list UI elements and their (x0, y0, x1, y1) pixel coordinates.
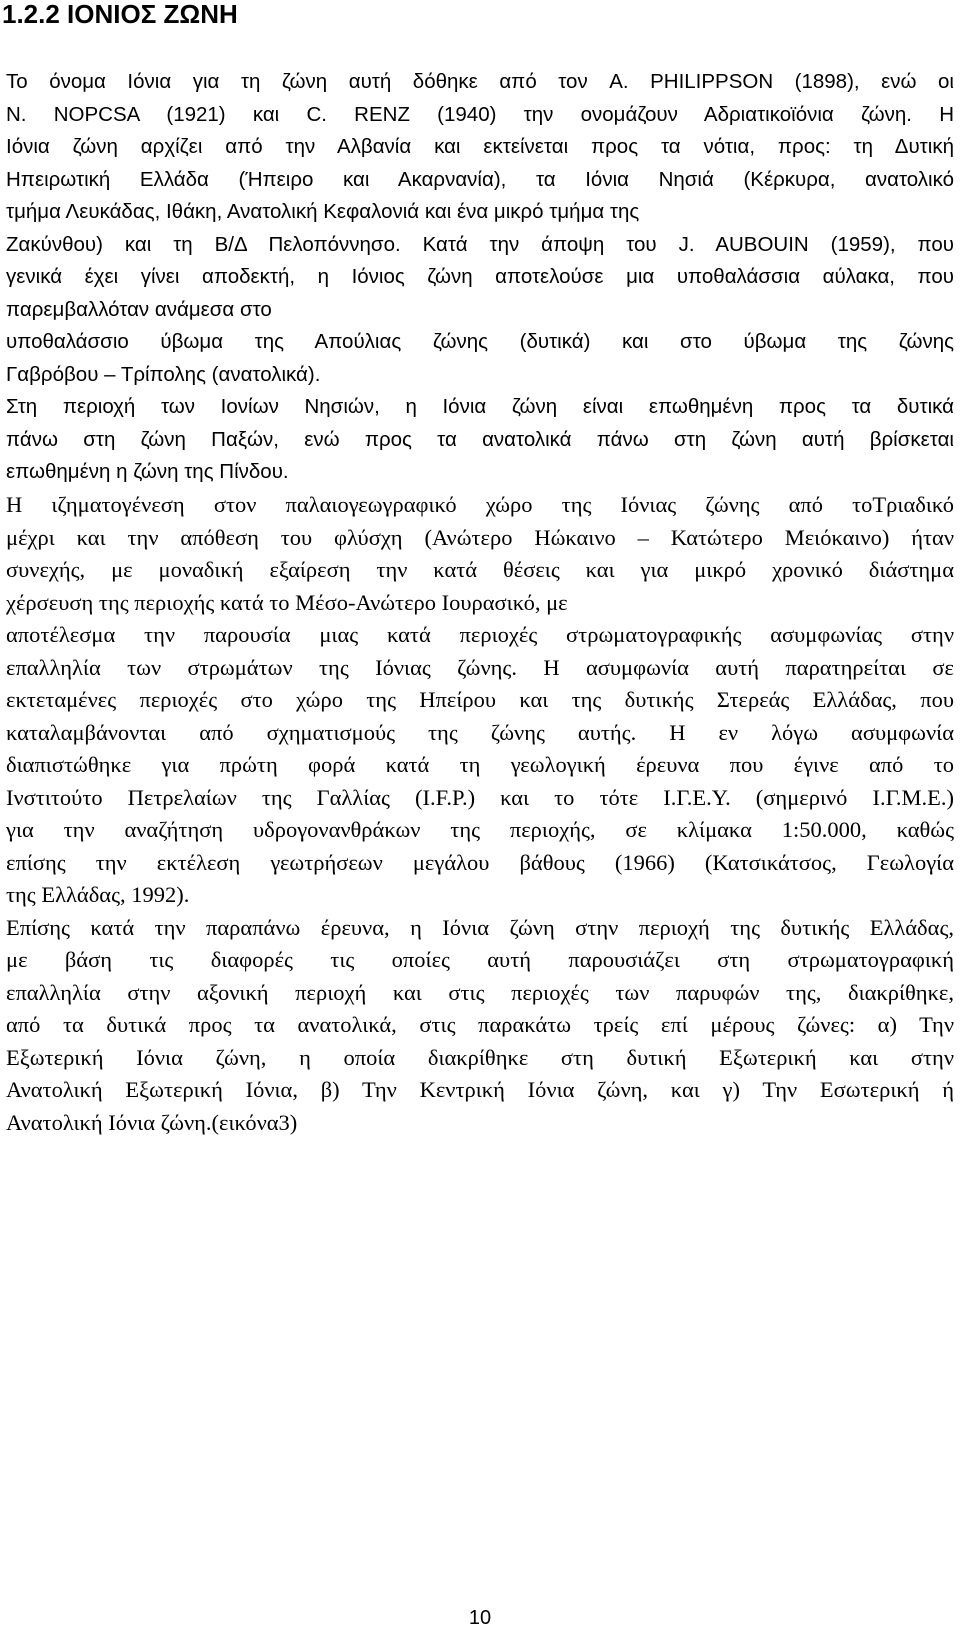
text-line: επωθημένη η ζώνη της Πίνδου. (6, 460, 289, 483)
text-line: Γαβρόβου – Τρίπολης (ανατολικά). (6, 362, 321, 386)
text-line: για την αναζήτηση υδρογονανθράκων της περιοχής, σε κλίμακα 1:50.000, καθώς (6, 817, 954, 842)
text-line: Ανατολική Εξωτερική Ιόνια, β) Την Κεντρική Ιόνια ζώνη, και γ) Την Εσωτερική ή (6, 1077, 954, 1102)
text-line: Ηπειρωτική Ελλάδα (Ήπειρο και Ακαρνανία), τα Ιόνια Νησιά (Κέρκυρα, ανατολικό (6, 167, 954, 191)
text-line: γενικά έχει γίνει αποδεκτή, η Ιόνιος ζώνη αποτελούσε μια υποθαλάσσια αύλακα, που (6, 265, 954, 288)
text-line: Ανατολική Ιόνια ζώνη.(εικόνα3) (6, 1109, 298, 1135)
text-line: επαλληλία των στρωμάτων της Ιόνιας ζώνης. Η ασυμφωνία αυτή παρατηρείται σε (6, 654, 954, 680)
text-line: Ιόνια ζώνη αρχίζει από την Αλβανία και εκτείνεται προς τα νότια, προς: τη Δυτική (6, 135, 954, 158)
text-line: της Ελλάδας, 1992). (6, 882, 190, 907)
text-line: Ζακύνθου) και τη Β/Δ Πελοπόννησο. Κατά την άποψη του J. AUBOUIN (1959), που (6, 232, 954, 256)
text-line: εκτεταμένες περιοχές στο χώρο της Ηπείρου και της δυτικής Στερεάς Ελλάδας, που (6, 687, 954, 712)
text-line: από τα δυτικά προς τα ανατολικά, στις παρακάτω τρείς επί μέρους ζώνες: α) Την (6, 1012, 954, 1037)
text-line: πάνω στη ζώνη Παξών, ενώ προς τα ανατολικά πάνω στη ζώνη αυτή βρίσκεται (6, 427, 954, 451)
text-line: Εξωτερική Ιόνια ζώνη, η οποία διακρίθηκε στη δυτική Εξωτερική και στην (6, 1044, 954, 1070)
text-line: μέχρι και την απόθεση του φλύσχη (Ανώτερο Ηώκαινο – Κατώτερο Μειόκαινο) ήταν (6, 524, 954, 550)
text-line: χέρσευση της περιοχής κατά το Μέσο-Ανώτερο Ιουρασικό, με (6, 589, 568, 615)
text-line: συνεχής, με μοναδική εξαίρεση την κατά θέσεις και για μικρό χρονικό διάστημα (6, 557, 954, 582)
paragraph-block-sedimentation (6, 489, 954, 1139)
text-line: επίσης την εκτέλεση γεωτρήσεων μεγάλου βάθους (1966) (Κατσικάτσος, Γεωλογία (6, 849, 954, 875)
text-line: υποθαλάσσιο ύβωμα της Απούλιας ζώνης (δυτικά) και στο ύβωμα της ζώνης (6, 330, 954, 353)
text-line: καταλαμβάνονται από σχηματισμούς της ζώνης αυτής. Η εν λόγω ασυμφωνία (6, 719, 954, 745)
text-line: Το όνομα Ιόνια για τη ζώνη αυτή δόθηκε από τον A. PHILIPPSON (1898), ενώ οι (6, 70, 954, 93)
text-line: διαπιστώθηκε για πρώτη φορά κατά τη γεωλογική έρευνα που έγινε από το (6, 752, 954, 777)
text-line: Επίσης κατά την παραπάνω έρευνα, η Ιόνια ζώνη στην περιοχή της δυτικής Ελλάδας, (6, 914, 954, 940)
paragraph-block-intro (6, 66, 954, 489)
text-line: Στη περιοχή των Ιονίων Νησιών, η Ιόνια ζώνη είναι επωθημένη προς τα δυτικά (6, 395, 954, 418)
page-number: 10 (468, 1607, 492, 1629)
text-line: παρεμβαλλόταν ανάμεσα στο (6, 297, 272, 321)
section-heading: 1.2.2 ΙΟΝΙΟΣ ΖΩΝΗ (2, 0, 238, 29)
text-line: τμήμα Λευκάδας, Ιθάκη, Ανατολική Κεφαλονιά και ένα μικρό τμήμα της (6, 200, 640, 223)
text-line: N. NOPCSA (1921) και C. RENZ (1940) την ονομάζουν Αδριατικοϊόνια ζώνη. Η (6, 102, 954, 126)
text-line: Η ιζηματογένεση στον παλαιογεωγραφικό χώρο της Ιόνιας ζώνης από τοΤριαδικό (6, 492, 954, 517)
text-line: Ινστιτούτο Πετρελαίων της Γαλλίας (I.F.P.) και το τότε Ι.Γ.Ε.Υ. (σημερινό Ι.Γ.Μ.Ε.) (6, 784, 954, 810)
text-line: με βάση τις διαφορές τις οποίες αυτή παρουσιάζει στη στρωματογραφική (6, 947, 954, 972)
text-line: επαλληλία στην αξονική περιοχή και στις περιοχές των παρυφών της, διακρίθηκε, (6, 979, 954, 1005)
text-line: αποτέλεσμα την παρουσία μιας κατά περιοχές στρωματογραφικής ασυμφωνίας στην (6, 622, 954, 647)
